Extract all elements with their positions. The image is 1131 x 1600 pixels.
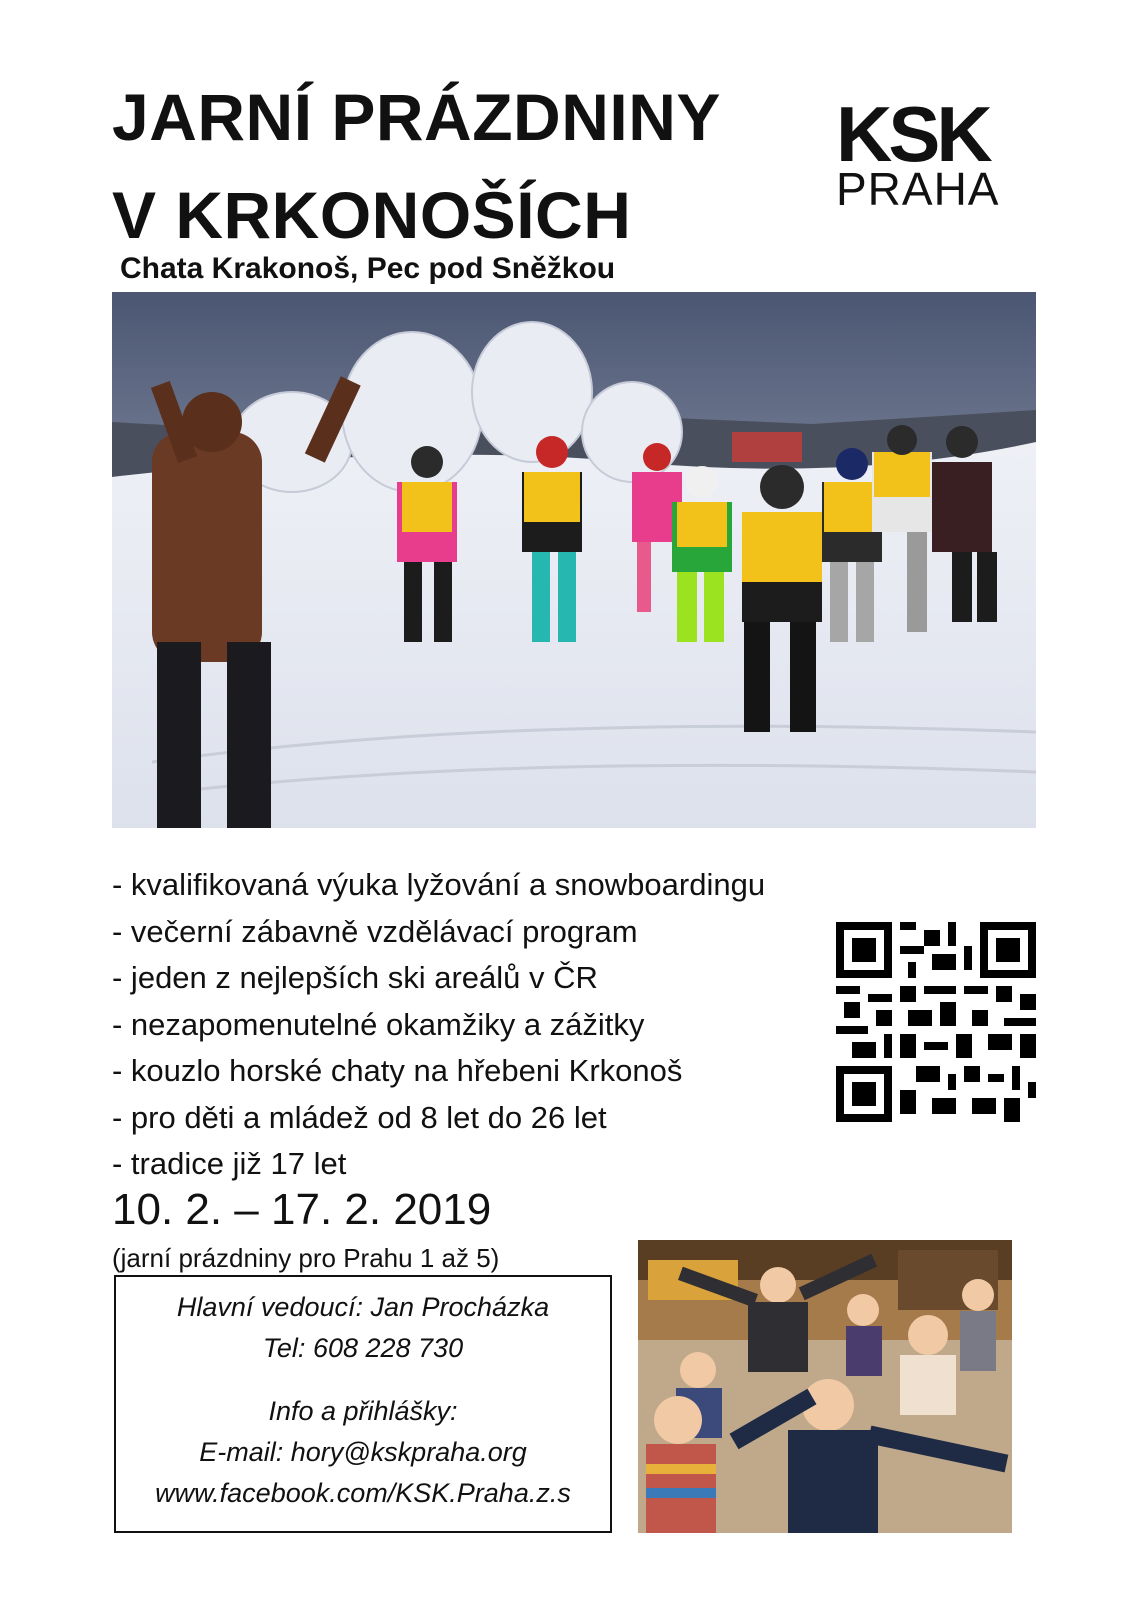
- event-dates: 10. 2. – 17. 2. 2019: [112, 1185, 492, 1234]
- contact-phone: Tel: 608 228 730: [262, 1333, 464, 1363]
- kids-indoor-photo: [638, 1240, 1012, 1533]
- contact-leader: Hlavní vedoucí: Jan Procházka: [176, 1292, 550, 1322]
- page-title: [112, 68, 721, 264]
- feature-item: - kouzlo horské chaty na hřebeni Krkonoš: [112, 1053, 683, 1088]
- feature-item: - nezapomenutelné okamžiky a zážitky: [112, 1006, 645, 1042]
- feature-item: - kvalifikovaná výuka lyžování a snowboardingu: [112, 867, 766, 902]
- ski-group-photo: [112, 292, 1036, 828]
- features-list: [112, 862, 765, 1188]
- feature-item: - pro děti a mládež od 8 let do 26 let: [112, 1099, 607, 1135]
- contact-info-heading: Info a přihlášky:: [268, 1396, 458, 1426]
- feature-item: - jeden z nejlepších ski areálů v ČR: [112, 960, 598, 995]
- qr-code-icon[interactable]: [836, 922, 1036, 1122]
- ksk-praha-logo: [836, 90, 1026, 220]
- title-line-2: V KRKONOŠÍCH: [112, 178, 632, 252]
- feature-item: - tradice již 17 let: [112, 1146, 347, 1181]
- subtitle-location: Chata Krakonoš, Pec pod Sněžkou: [120, 252, 616, 285]
- logo-text-ksk: KSK: [836, 90, 989, 178]
- contact-email[interactable]: E-mail: hory@kskpraha.org: [199, 1437, 527, 1467]
- feature-item: - večerní zábavně vzdělávací program: [112, 913, 638, 949]
- title-line-1: JARNÍ PRÁZDNINY: [112, 80, 721, 154]
- dates-note: (jarní prázdniny pro Prahu 1 až 5): [112, 1243, 500, 1273]
- contact-box: [114, 1275, 612, 1533]
- contact-facebook[interactable]: www.facebook.com/KSK.Praha.z.s: [155, 1478, 571, 1508]
- logo-text-praha: PRAHA: [836, 163, 1000, 215]
